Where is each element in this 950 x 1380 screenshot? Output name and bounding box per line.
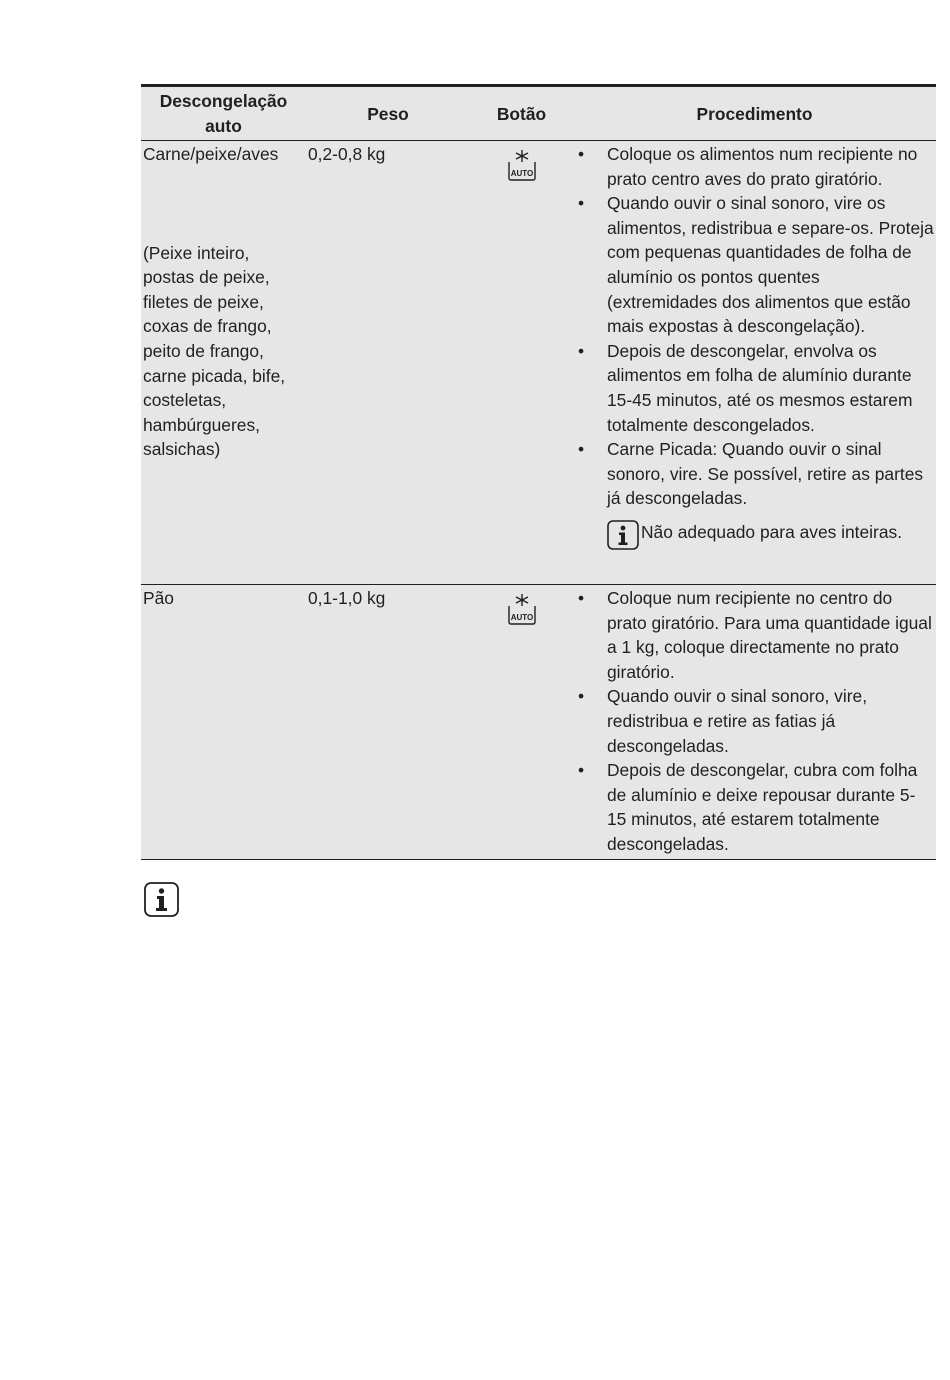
auto-defrost-icon	[505, 148, 539, 189]
table-row	[141, 141, 936, 585]
header-weight: Peso	[306, 86, 470, 141]
header-button: Botão	[470, 86, 573, 141]
list-item: • Depois de descongelar, cubra com folha de alumínio e deixe repousar durante 5-15 minutos, até estarem totalmente descongeladas.	[575, 758, 934, 856]
list-item: • Carne Picada: Quando ouvir o sinal sonoro, vire. Se possível, retire as partes já descongeladas.	[575, 437, 934, 511]
list-item: • Quando ouvir o sinal sonoro, vire os alimentos, redistribua e separe-os. Proteja com pequenas quantidades de folha de alumínio os pontos quentes (extremidades dos alimentos que estão mais expostas à descongelação).	[575, 191, 934, 339]
info-icon	[144, 882, 179, 922]
procedure-cell	[573, 141, 936, 585]
svg-text:AUTO: AUTO	[510, 613, 533, 622]
product-cell	[141, 141, 306, 585]
list-item: • Coloque num recipiente no centro do prato giratório. Para uma quantidade igual a 1 kg, coloque directamente no prato giratório.	[575, 586, 934, 684]
table-row	[141, 585, 936, 860]
button-cell	[470, 585, 573, 860]
table-header-row	[141, 86, 936, 141]
list-item: • Quando ouvir o sinal sonoro, vire, redistribua e retire as fatias já descongeladas.	[575, 684, 934, 758]
note-text: Não adequado para aves inteiras.	[641, 521, 903, 542]
list-item: • Coloque os alimentos num recipiente no prato centro aves do prato giratório.	[575, 142, 934, 191]
button-cell	[470, 141, 573, 585]
product-detail: (Peixe inteiro, postas de peixe, filetes de peixe, coxas de frango, peito de frango, carne picada, bife, costeletas, hambúrgueres, salsichas)	[143, 242, 286, 460]
auto-defrost-icon	[505, 592, 539, 633]
list-item: • Depois de descongelar, envolva os alimentos em folha de alumínio durante 15-45 minutos, até os mesmos estarem totalmente descongelados.	[575, 339, 934, 437]
weight-cell: 0,1-1,0 kg	[306, 585, 470, 860]
weight-cell: 0,2-0,8 kg	[306, 141, 470, 585]
info-icon	[607, 520, 639, 557]
header-procedure: Procedimento	[573, 86, 936, 141]
product-name: Pão	[143, 588, 174, 608]
procedure-cell	[573, 585, 936, 860]
product-cell	[141, 585, 306, 860]
procedure-note	[607, 520, 934, 557]
header-defrost-auto: Descongelação auto	[141, 86, 306, 141]
procedure-list	[575, 586, 934, 857]
defrost-table	[141, 84, 936, 860]
product-name: Carne/peixe/aves	[143, 144, 279, 164]
procedure-list	[575, 142, 934, 511]
svg-text:AUTO: AUTO	[510, 169, 533, 178]
